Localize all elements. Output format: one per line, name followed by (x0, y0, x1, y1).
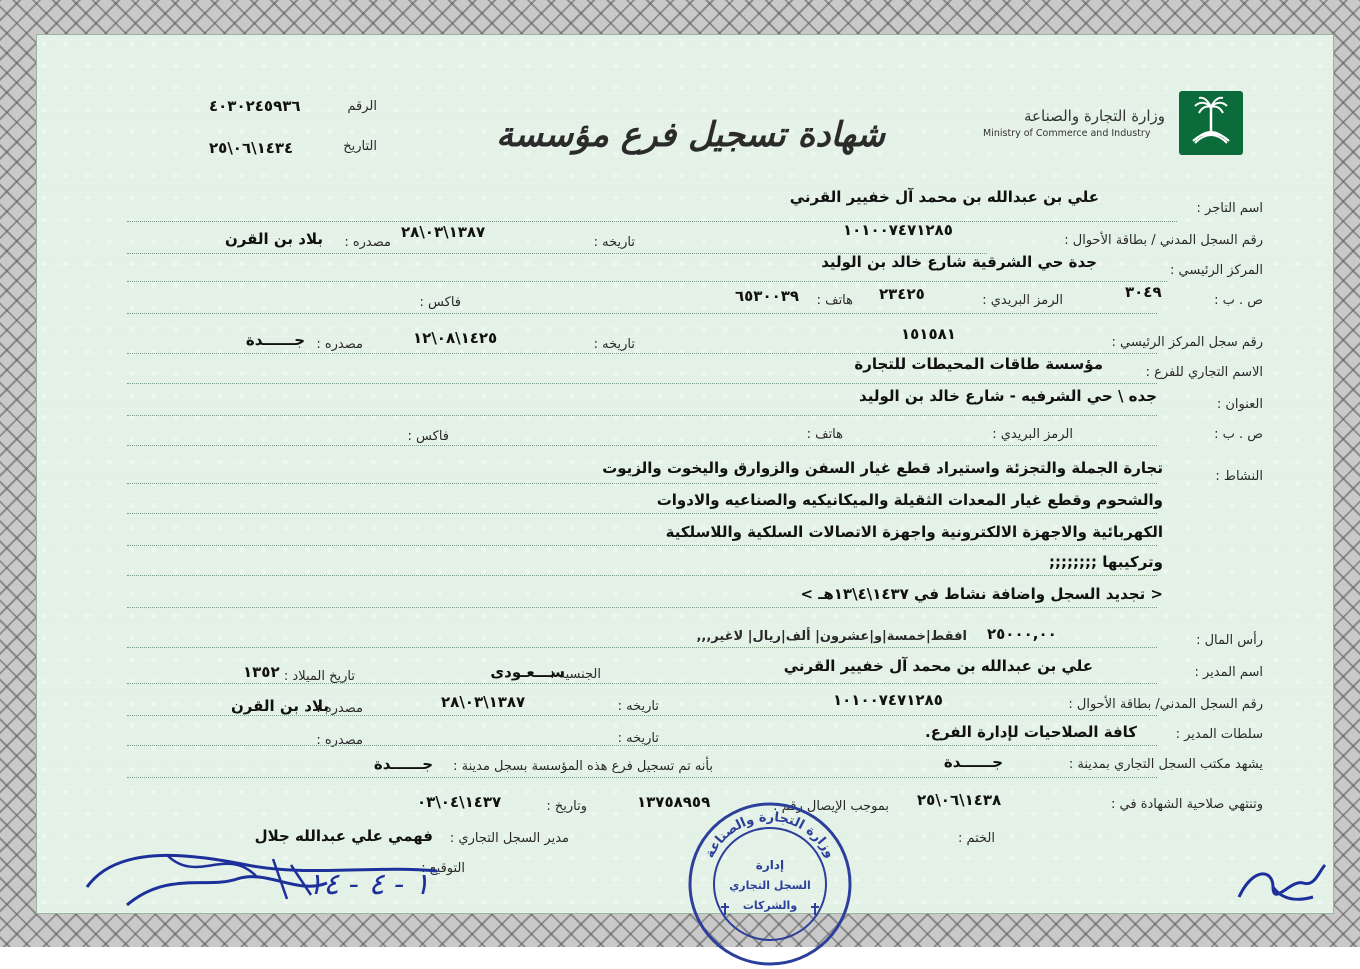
merchant-phone-value: ٦٥٣٠٠٣٩ (735, 287, 800, 305)
capital-value: ٢٥٠٠٠,٠٠ (987, 625, 1057, 643)
activity-line-2: والشحوم وقطع غيار المعدات الثقيلة والميكانيكيه والصناعيه والادوات (656, 491, 1163, 509)
certificate-paper (36, 34, 1334, 914)
capital-label: رأس المال : (1196, 633, 1263, 648)
expiry-label: وتنتهي صلاحية الشهادة في : (1111, 797, 1263, 812)
receipt-date-value: ١٤٣٧\٠٤\٠٣ (417, 793, 502, 811)
expiry-value: ١٤٣٨\٠٦\٢٥ (917, 791, 1002, 809)
manager-id-source-label: مصدره : (316, 701, 363, 716)
manager-birth-label: تاريخ الميلاد : (283, 669, 355, 684)
branch-fax-label: فاكس : (407, 429, 449, 444)
director-label: مدير السجل التجاري : (449, 831, 569, 846)
merchant-hq-label: المركز الرئيسي : (1170, 263, 1263, 278)
manager-id-date-value: ١٣٨٧\٠٣\٢٨ (441, 693, 526, 711)
ministry-logo (1179, 91, 1243, 155)
capital-words: افقط|خمسة|و|عشرون| ألف|ريال| لاغير,,, (696, 629, 967, 644)
branch-address-label: العنوان : (1216, 397, 1263, 412)
merchant-id-value: ١٠١٠٠٧٤٧١٢٨٥ (843, 221, 953, 239)
merchant-hq-cr-label: رقم سجل المركز الرئيسي : (1111, 335, 1263, 350)
merchant-hq-cr-date-label: تاريخه : (593, 337, 635, 352)
handwritten-date: ١ - ٤ - ١٤ (307, 867, 430, 902)
manager-powers-value: كافة الصلاحيات لإدارة الفرع. (925, 723, 1137, 741)
director-signature (77, 825, 497, 915)
signature-label: التوقيع : (421, 861, 465, 876)
branch-trade-name-value: مؤسسة طاقات المحيطات للتجارة (854, 355, 1103, 373)
manager-nationality-label: الجنسية : (550, 667, 601, 682)
seal-line-2: السجل التجاري (729, 879, 811, 892)
manager-nationality-value: ســـعـودى (490, 663, 565, 681)
manager-id-label: رقم السجل المدني/ بطاقة الأحوال : (1068, 697, 1263, 712)
branch-activity-label: النشاط : (1215, 469, 1263, 484)
activity-line-5: < تجديد السجل واضافة نشاط في ١٤٣٧\٤\١٣هـ > (800, 585, 1163, 603)
manager-powers-date-label: تاريخه : (617, 731, 659, 746)
certificate-number-value: ٤٠٣٠٢٤٥٩٣٦ (209, 97, 301, 115)
attestation-text: بأنه تم تسجيل فرع هذه المؤسسة بسجل مدينة : (453, 759, 713, 774)
manager-birth-value: ١٣٥٢ (243, 663, 280, 681)
seal-line-1: إدارة (755, 858, 785, 872)
merchant-pobox-label: ص . ب : (1214, 293, 1263, 308)
merchant-hq-cr-source-value: جــــــدة (245, 331, 305, 349)
merchant-hq-cr-value: ١٥١٥٨١ (901, 325, 956, 343)
merchant-id-source-label: مصدره : (344, 235, 391, 250)
merchant-name-label: اسم التاجر : (1196, 201, 1263, 216)
manager-id-value: ١٠١٠٠٧٤٧١٢٨٥ (833, 691, 943, 709)
certificate-date-value: ١٤٣٤\٠٦\٢٥ (209, 139, 294, 157)
ministry-name-en: Ministry of Commerce and Industry (983, 128, 1151, 139)
branch-postal-label: الرمز البريدي : (992, 427, 1073, 442)
director-name: فهمي علي عبدالله جلال (254, 827, 433, 845)
manager-name-label: اسم المدير : (1194, 665, 1263, 680)
certificate-title: شهادة تسجيل فرع مؤسسة (496, 115, 885, 155)
merchant-phone-label: هاتف : (816, 293, 853, 308)
manager-powers-label: سلطات المدير : (1175, 727, 1263, 742)
activity-line-4: وتركيبها ;;;;;;;; (1048, 553, 1163, 571)
merchant-postal-value: ٢٣٤٢٥ (879, 285, 925, 303)
seal-line-3: والشركات (742, 899, 798, 912)
merchant-id-date-value: ١٣٨٧\٠٣\٢٨ (401, 223, 486, 241)
merchant-pobox-value: ٣٠٤٩ (1125, 283, 1162, 301)
receipt-date-label: وتاريخ : (546, 799, 587, 814)
manager-powers-source-label: مصدره : (316, 733, 363, 748)
certificate-date-label: التاريخ (343, 139, 377, 154)
merchant-postal-label: الرمز البريدي : (982, 293, 1063, 308)
receipt-label: بموجب الإيصال رقم : (773, 799, 889, 814)
attestation-office-city: جــــــدة (943, 753, 1003, 771)
merchant-hq-cr-source-label: مصدره : (316, 337, 363, 352)
palm-swords-icon (1179, 91, 1243, 155)
activity-line-3: الكهربائية والاجهزة الالكترونية واجهزة الاتصالات السلكية واللاسلكية (665, 523, 1163, 541)
merchant-id-source-value: بلاد بن القرن (225, 230, 323, 248)
activity-line-1: تجارة الجملة والتجزئة واستيراد قطع غيار السفن والزوارق واليخوت والزيوت (602, 459, 1163, 477)
ministry-name-ar: وزارة التجارة والصناعة (1024, 107, 1165, 125)
manager-signature (1233, 857, 1333, 917)
certificate-number-label: الرقم (347, 99, 377, 114)
branch-address-value: جده \ حي الشرفيه - شارع خالد بن الوليد (859, 387, 1157, 405)
manager-name-value: علي بن عبدالله بن محمد آل خفيير القرني (783, 657, 1093, 675)
receipt-value: ١٣٧٥٨٩٥٩ (637, 793, 711, 811)
branch-phone-label: هاتف : (806, 427, 843, 442)
stamp-label: الختم : (957, 831, 995, 846)
seal-ring-text: وزارة التجارة والصناعة (702, 809, 838, 861)
manager-id-source-value: بلاد بن القرن (231, 697, 329, 715)
attestation-office-label: يشهد مكتب السجل التجاري بمدينة : (1068, 757, 1263, 772)
merchant-id-label: رقم السجل المدني / بطاقة الأحوال : (1064, 233, 1263, 248)
branch-trade-name-label: الاسم التجاري للفرع : (1145, 365, 1263, 380)
merchant-id-date-label: تاريخه : (593, 235, 635, 250)
merchant-hq-value: جدة حي الشرقية شارع خالد بن الوليد (821, 253, 1097, 271)
branch-pobox-label: ص . ب : (1214, 427, 1263, 442)
merchant-fax-label: فاكس : (419, 295, 461, 310)
manager-id-date-label: تاريخه : (617, 699, 659, 714)
official-seal (685, 799, 855, 969)
merchant-hq-cr-date-value: ١٤٢٥\٠٨\١٢ (413, 329, 498, 347)
merchant-name-value: علي بن عبدالله بن محمد آل خفيير القرني (789, 188, 1099, 206)
attestation-city: جــــــدة (373, 755, 433, 773)
